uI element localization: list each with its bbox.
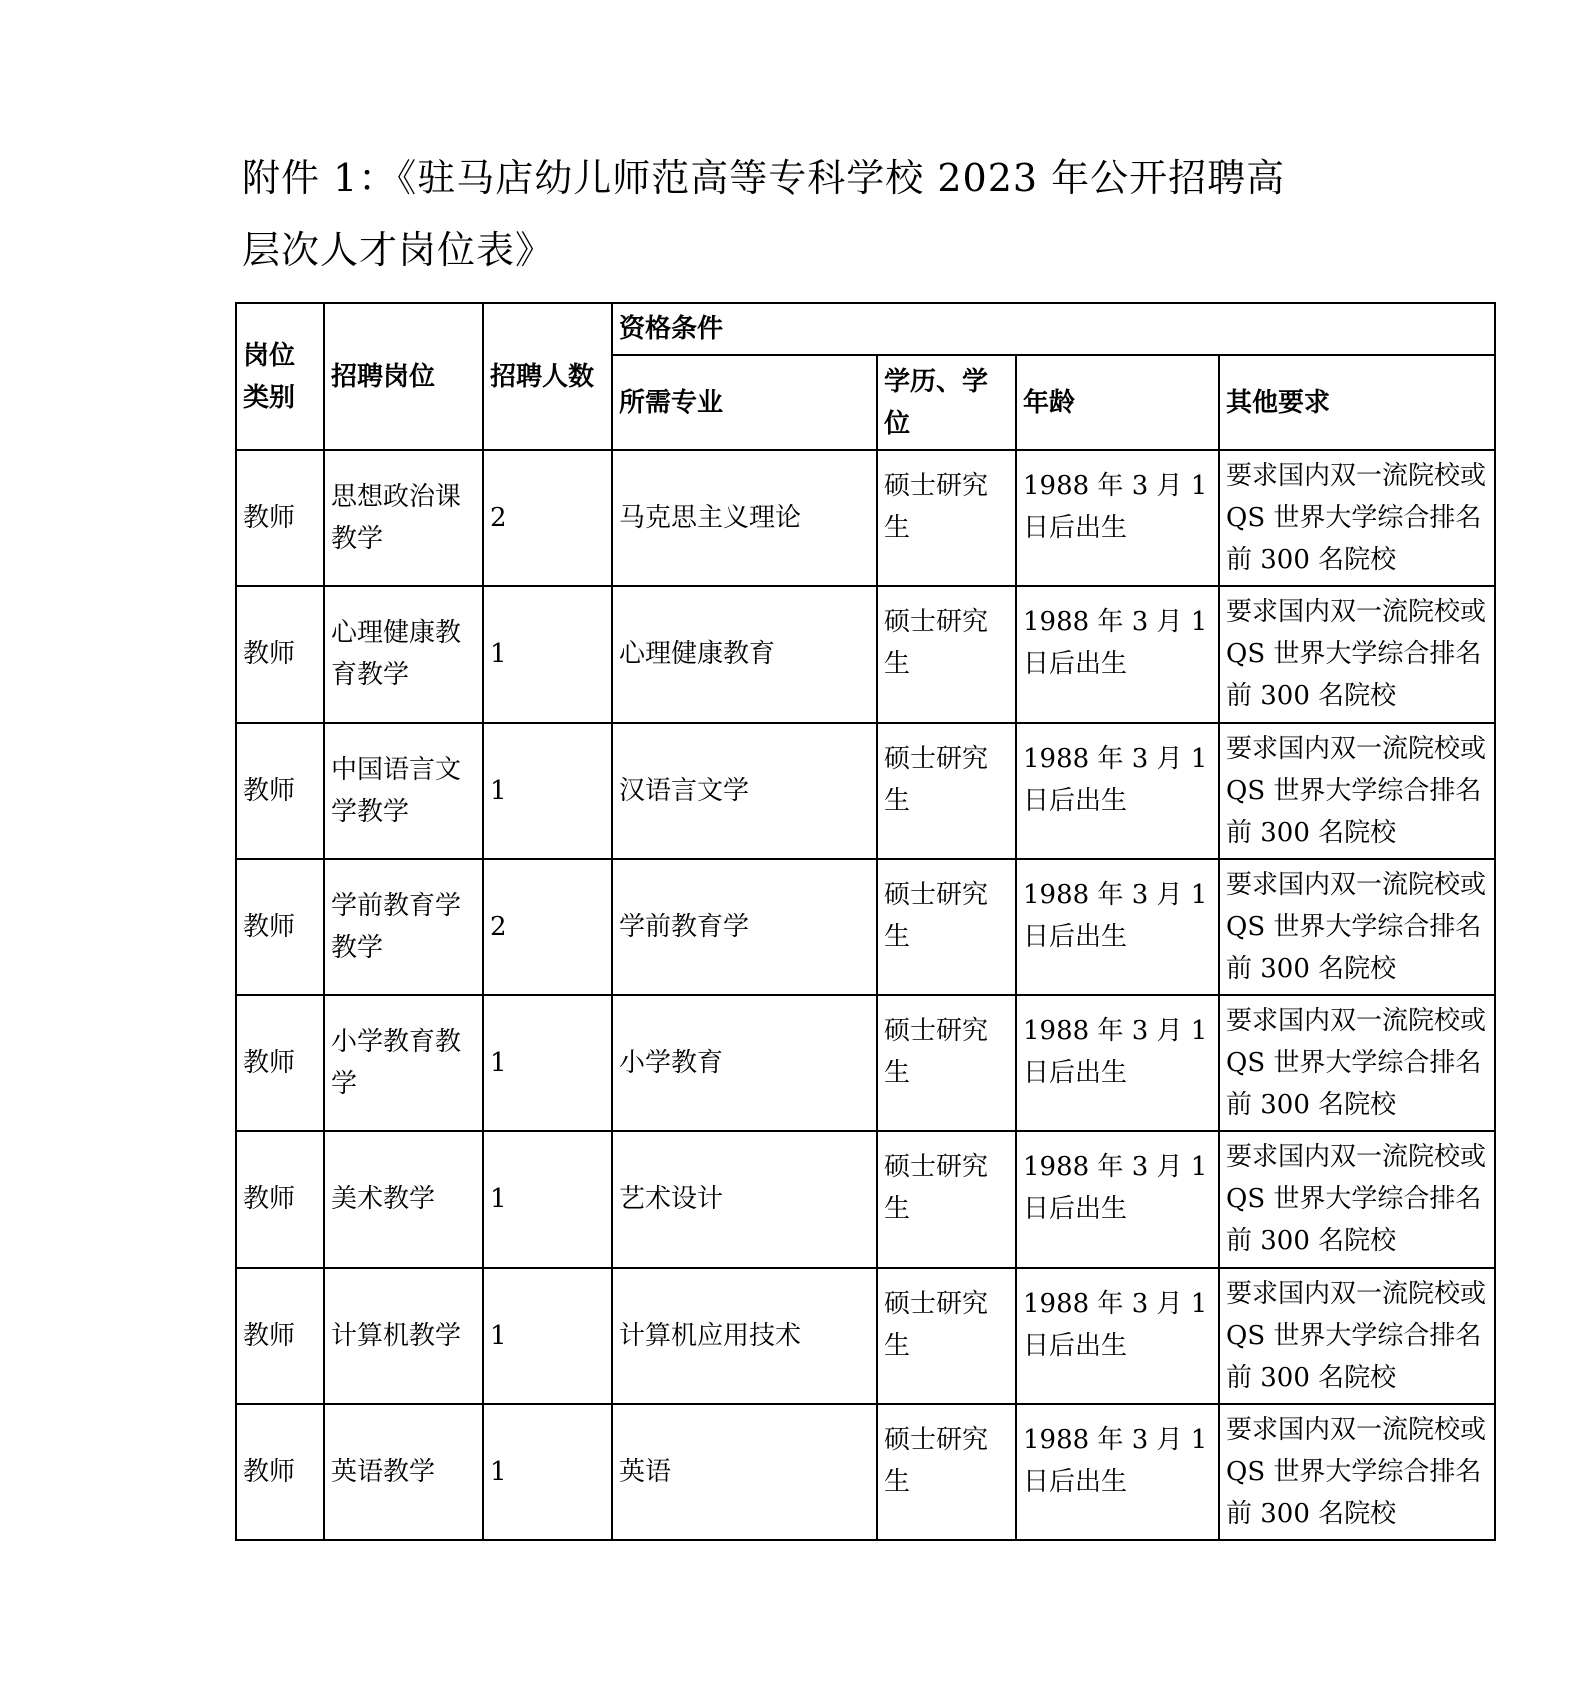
cell-other: 要求国内双一流院校或 QS 世界大学综合排名前 300 名院校 [1219,1131,1495,1267]
cell-position: 小学教育教学 [324,995,483,1131]
cell-major: 学前教育学 [612,859,877,995]
cell-major: 马克思主义理论 [612,450,877,586]
table-row [236,859,1495,995]
cell-degree: 硕士研究生 [877,1404,1016,1540]
header-major: 所需专业 [612,355,877,450]
cell-degree: 硕士研究生 [877,586,1016,722]
table-row [236,450,1495,586]
table-row [236,1268,1495,1404]
cell-count: 2 [483,450,612,586]
positions-table [235,302,1496,1541]
cell-degree: 硕士研究生 [877,1131,1016,1267]
cell-other: 要求国内双一流院校或 QS 世界大学综合排名前 300 名院校 [1219,450,1495,586]
document-title [242,142,1402,286]
cell-count: 1 [483,586,612,722]
header-position: 招聘岗位 [324,303,483,450]
cell-category: 教师 [236,723,324,859]
cell-other: 要求国内双一流院校或 QS 世界大学综合排名前 300 名院校 [1219,859,1495,995]
cell-degree: 硕士研究生 [877,995,1016,1131]
cell-degree: 硕士研究生 [877,723,1016,859]
cell-major: 计算机应用技术 [612,1268,877,1404]
cell-major: 汉语言文学 [612,723,877,859]
table-row [236,995,1495,1131]
cell-other: 要求国内双一流院校或 QS 世界大学综合排名前 300 名院校 [1219,586,1495,722]
header-degree: 学历、学位 [877,355,1016,450]
header-qualifications: 资格条件 [612,303,1495,355]
cell-category: 教师 [236,1404,324,1540]
table-header [236,303,1495,450]
cell-position: 英语教学 [324,1404,483,1540]
cell-other: 要求国内双一流院校或 QS 世界大学综合排名前 300 名院校 [1219,995,1495,1131]
header-other: 其他要求 [1219,355,1495,450]
cell-position: 思想政治课教学 [324,450,483,586]
cell-position: 计算机教学 [324,1268,483,1404]
cell-other: 要求国内双一流院校或 QS 世界大学综合排名前 300 名院校 [1219,723,1495,859]
cell-major: 小学教育 [612,995,877,1131]
cell-major: 英语 [612,1404,877,1540]
cell-category: 教师 [236,1131,324,1267]
cell-age: 1988 年 3 月 1 日后出生 [1016,586,1219,722]
cell-count: 1 [483,1404,612,1540]
cell-age: 1988 年 3 月 1 日后出生 [1016,1404,1219,1540]
cell-position: 中国语言文学教学 [324,723,483,859]
cell-count: 1 [483,723,612,859]
cell-category: 教师 [236,586,324,722]
cell-count: 1 [483,995,612,1131]
cell-age: 1988 年 3 月 1 日后出生 [1016,1268,1219,1404]
cell-position: 心理健康教育教学 [324,586,483,722]
table-row [236,1131,1495,1267]
cell-major: 心理健康教育 [612,586,877,722]
title-line-1: 附件 1：《驻马店幼儿师范高等专科学校 2023 年公开招聘高 [242,156,1286,200]
table-row [236,586,1495,722]
cell-age: 1988 年 3 月 1 日后出生 [1016,995,1219,1131]
cell-age: 1988 年 3 月 1 日后出生 [1016,859,1219,995]
cell-position: 学前教育学教学 [324,859,483,995]
cell-other: 要求国内双一流院校或 QS 世界大学综合排名前 300 名院校 [1219,1268,1495,1404]
cell-count: 2 [483,859,612,995]
cell-count: 1 [483,1131,612,1267]
cell-count: 1 [483,1268,612,1404]
cell-age: 1988 年 3 月 1 日后出生 [1016,1131,1219,1267]
table-row [236,723,1495,859]
cell-category: 教师 [236,1268,324,1404]
header-count: 招聘人数 [483,303,612,450]
cell-degree: 硕士研究生 [877,450,1016,586]
cell-age: 1988 年 3 月 1 日后出生 [1016,723,1219,859]
cell-degree: 硕士研究生 [877,859,1016,995]
cell-category: 教师 [236,859,324,995]
header-category: 岗位类别 [236,303,324,450]
table-body [236,450,1495,1540]
cell-position: 美术教学 [324,1131,483,1267]
header-age: 年龄 [1016,355,1219,450]
cell-major: 艺术设计 [612,1131,877,1267]
cell-category: 教师 [236,450,324,586]
table-row [236,1404,1495,1540]
title-line-2: 层次人才岗位表》 [242,228,555,272]
cell-age: 1988 年 3 月 1 日后出生 [1016,450,1219,586]
cell-degree: 硕士研究生 [877,1268,1016,1404]
cell-other: 要求国内双一流院校或 QS 世界大学综合排名前 300 名院校 [1219,1404,1495,1540]
cell-category: 教师 [236,995,324,1131]
